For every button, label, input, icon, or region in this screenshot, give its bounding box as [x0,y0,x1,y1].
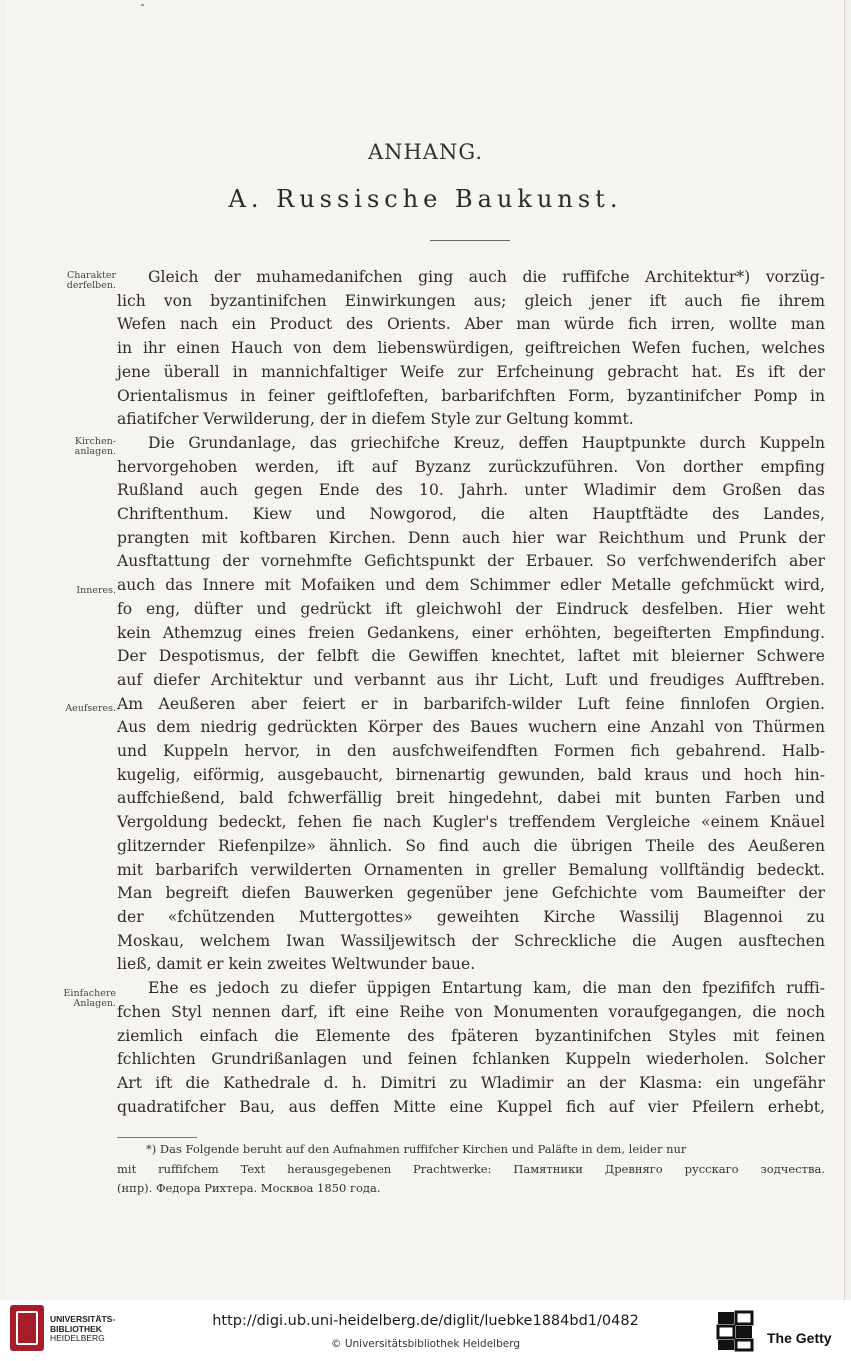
section-heading: ANHANG. [367,140,484,164]
text-line: Gleich der muhamedanifchen ging auch die ruffifche Architektur*) vorzüg- [148,268,825,286]
footnote-line: mit ruffifchem Text herausgegebenen Prachtwerke: Памятники Древняго русскаго зодчества. [117,1161,825,1176]
text-line: Art ift die Kathedrale d. h. Dimitri zu Wladimir an der Klasma: ein ungefähr [117,1073,825,1092]
text-line: Ehe es jedoch zu diefer üppigen Entartung kam, die man den fpezififch ruffi- [148,979,825,998]
text-line: Vergoldung bedeckt, fehen fie nach Kugler's treffendem Vergleiche «einem Knäuel [117,813,825,832]
text-line: ließ, damit er kein zweites Weltwunder baue. [117,955,476,974]
text-line: Man begreift diefen Bauwerken gegenüber jene Gefchichte vom Baumeifter der [117,884,825,903]
margin-note-inneres: Inneres. [76,585,116,596]
getty-logo-icon[interactable] [716,1310,754,1352]
title-rule [430,240,510,241]
margin-note-einfachere-anlagen: Einfachere Anlagen. [63,988,116,1009]
text-line: auch das Innere mit Mofaiken und dem Schimmer edler Metalle gefchmückt wird, [117,576,825,595]
text-line: lich von byzantinifchen Einwirkungen aus; gleich jener ift auch fie ihrem [117,291,825,310]
margin-note-kirchenanlagen: Kirchen- anlagen. [74,436,116,457]
text-line: ziemlich einfach die Elemente des fpäteren byzantinifchen Styles mit feinen [117,1026,825,1045]
footnote-rule [117,1137,197,1138]
footnote [117,1140,825,1199]
text-line: kugelig, eiförmig, ausgebaucht, birnenartig gewunden, bald kraus und hoch hin- [117,765,825,784]
chapter-title: A. Russische Baukunst. [228,185,623,213]
text-line: auffchießend, bald fchwerfällig breit hingedehnt, dabei mit bunten Farben und [117,789,825,808]
text-line: Am Aeußeren aber feiert er in barbarifch-wilder Luft feine finnlofen Orgien. [117,694,825,713]
margin-note-aeusseres: Aeufseres. [65,703,116,714]
text-line: quadratifcher Bau, aus deffen Mitte eine Kuppel fich auf vier Pfeilern erhebt, [117,1097,825,1116]
text-line: Wefen nach ein Product des Orients. Aber man würde fich irren, wollte man [117,315,825,334]
text-line: afiatifcher Verwilderung, der in diefem Style zur Geltung kommt. [117,410,634,429]
text-line: Moskau, welchem Iwan Wassiljewitsch der Schreckliche die Augen ausftechen [117,931,825,950]
text-line: Orientalismus in feiner geiftlofeften, barbarifchften Form, byzantinifcher Pomp in [117,386,825,405]
text-line: in ihr einen Hauch von dem liebenswürdigen, geiftreichen Wefen fuchen, welches [117,339,825,358]
text-line: hervorgehoben werden, ift auf Byzanz zurückzuführen. Von dorther empfing [117,457,825,476]
text-line: mit barbarifch verwilderten Ornamenten in greller Bemalung vollftändig bedeckt. [117,860,825,879]
text-line: fchlichten Grundrißanlagen und feinen fchlanken Kuppeln wiederholen. Solcher [117,1050,825,1069]
text-line: prangten mit koftbaren Kirchen. Denn auch hier war Reichthum und Prunk der [117,528,825,547]
text-line: glitzernder Riefenpilze» ähnlich. So find auch die übrigen Theile des Aeußeren [117,836,825,855]
text-line: Die Grundanlage, das griechifche Kreuz, deffen Hauptpunkte durch Kuppeln [148,433,825,452]
text-line: kein Athemzug eines freien Gedankens, einer erhöhten, begeifterten Empfindung. [117,623,825,642]
text-line: Chriftenthum. Kiew und Nowgorod, die alten Hauptftädte des Landes, [117,505,825,524]
getty-label: The Getty [767,1330,832,1346]
text-line: Ausftattung der vornehmfte Gefichtspunkt der Erbauer. So verfchwenderifch aber [117,552,825,571]
text-line: jene überall in mannichfaltiger Weife zur Erfcheinung gebracht hat. Es ift der [117,362,825,381]
margin-note-charakter: Charakter derfelben. [66,270,116,291]
footnote-line: *) Das Folgende beruht auf den Aufnahmen ruffifcher Kirchen und Paläfte in dem, leider nur [146,1142,687,1156]
permalink-url[interactable]: http://digi.ub.uni-heidelberg.de/diglit/luebke1884bd1/0482 [212,1313,639,1329]
text-line: fchen Styl nennen darf, ift eine Reihe von Monumenten voraufgegangen, die noch [117,1002,825,1021]
text-line: auf diefer Architektur und verbannt aus ihr Licht, Luft und freudiges Aufftreben. [117,670,825,689]
text-line: fo eng, düfter und gedrückt ift gleichwohl der Eindruck desfelben. Hier weht [117,599,825,618]
body-text [117,266,825,1119]
text-line: Aus dem niedrig gedrückten Körper des Baues wuchern eine Anzahl von Thürmen [117,718,825,737]
text-line: der «fchützenden Muttergottes» geweihten Kirche Wassilij Blagennoi zu [117,907,825,926]
footnote-line: (нпр). Федора Рихтера. Москвоа 1850 года. [117,1181,381,1195]
text-line: Rußland auch gegen Ende des 10. Jahrh. unter Wladimir dem Großen das [117,481,825,500]
copyright-notice: © Universitätsbibliothek Heidelberg [330,1338,520,1350]
text-line: und Kuppeln hervor, in den ausfchweifendften Formen fich gebahrend. Halb- [117,742,825,761]
text-line: Der Despotismus, der felbft die Gewiffen knechtet, laftet mit bleierner Schwere [117,647,825,666]
speck [141,4,144,6]
university-library-name: UNIVERSITÄTS- BIBLIOTHEK HEIDELBERG [50,1314,116,1343]
